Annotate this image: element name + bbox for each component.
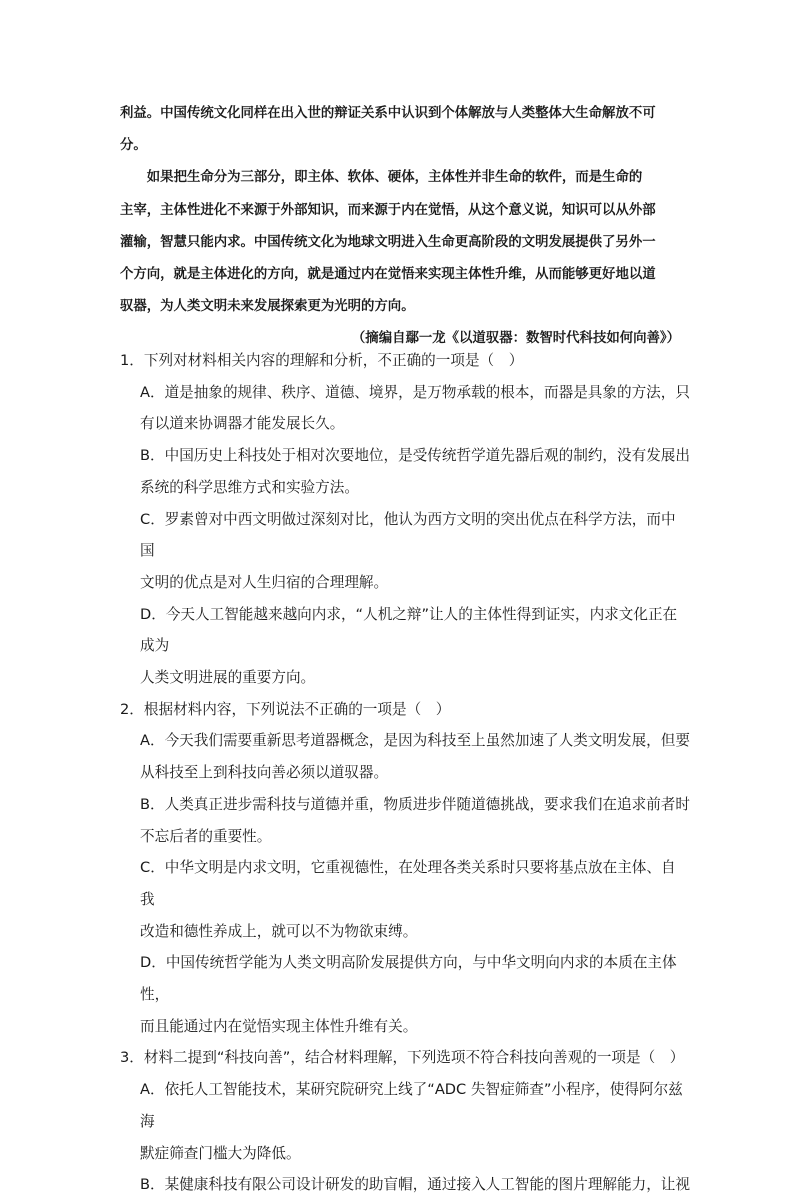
option-line: B．某健康科技有限公司设计研发的助盲帽，通过接入人工智能的图片理解能力，让视: [140, 1176, 690, 1194]
question-stem: 2．根据材料内容，下列说法不正确的一项是（ ）: [120, 700, 451, 718]
option-c[interactable]: [120, 504, 690, 599]
passage-line: 灌输，智慧只能内求。中国传统文化为地球文明进入生命更高阶段的文明发展提供了另外一: [120, 233, 656, 250]
option-a[interactable]: [120, 1074, 690, 1169]
passage-line: 分。: [120, 137, 147, 154]
reading-passage: [120, 97, 680, 354]
passage-paragraph-2: [120, 161, 680, 322]
question-2: [120, 694, 690, 1043]
passage-line: 主宰，主体性进化不来源于外部知识，而来源于内在觉悟，从这个意义说，知识可以从外部: [120, 201, 656, 218]
option-b[interactable]: [120, 789, 690, 852]
passage-line: 个方向，就是主体进化的方向，就是通过内在觉悟来实现主体性升维，从而能够更好地以道: [120, 266, 656, 283]
option-b[interactable]: [120, 1169, 690, 1201]
option-line: A．道是抽象的规律、秩序、道德、境界，是万物承载的根本，而器是具象的方法，只: [140, 383, 690, 401]
question-stem: 3．材料二提到“科技向善”，结合材料理解，下列选项不符合科技向善观的一项是（ ）: [120, 1049, 685, 1067]
option-c[interactable]: [120, 852, 690, 947]
option-line: B．人类真正进步需科技与道德并重，物质进步伴随道德挑战，要求我们在追求前者时: [140, 795, 690, 813]
option-line: 系统的科学思维方式和实验方法。: [140, 478, 359, 496]
option-a[interactable]: [120, 725, 690, 788]
passage-line: 驭器，为人类文明未来发展探索更为光明的方向。: [120, 298, 415, 315]
question-stem: 1．下列对材料相关内容的理解和分析，不正确的一项是（ ）: [120, 352, 524, 369]
option-b[interactable]: [120, 440, 690, 503]
question-list: [120, 345, 690, 1201]
option-d[interactable]: [120, 599, 690, 694]
option-line: A．今天我们需要重新思考道器概念，是因为科技至上虽然加速了人类文明发展，但要: [140, 732, 690, 750]
option-line: 默症筛查门槛大为降低。: [140, 1144, 301, 1162]
passage-line: 利益。中国传统文化同样在出入世的辩证关系中认识到个体解放与人类整体大生命解放不可: [120, 105, 656, 121]
option-line: 从科技至上到科技向善必须以道驭器。: [140, 764, 389, 782]
option-line: D．今天人工智能越来越向内求，“人机之辩”让人的主体性得到证实，内求文化正在成为: [140, 605, 678, 655]
option-line: 改造和德性养成上，就可以不为物欲束缚。: [140, 922, 418, 940]
option-d[interactable]: [120, 947, 690, 1042]
option-line: D．中国传统哲学能为人类文明高阶发展提供方向，与中华文明向内求的本质在主体性，: [140, 954, 677, 1004]
option-line: 有以道来协调器才能发展长久。: [140, 415, 345, 433]
question-1: [120, 345, 690, 694]
option-a[interactable]: [120, 377, 690, 440]
source-citation: （摘编自鄢一龙《以道驭器：数智时代科技如何向善》）: [351, 330, 680, 347]
passage-paragraph-1: [120, 97, 680, 161]
option-line: B．中国历史上科技处于相对次要地位，是受传统哲学道先器后观的制约，没有发展出: [140, 447, 690, 465]
option-line: 人类文明进展的重要方向。: [140, 669, 316, 687]
option-line: C．中华文明是内求文明，它重视德性，在处理各类关系时只要将基点放在主体、自我: [140, 859, 676, 908]
option-line: C．罗素曾对中西文明做过深刻对比，他认为西方文明的突出优点在科学方法，而中国: [140, 510, 676, 560]
passage-line: 如果把生命分为三部分，即主体、软体、硬体，主体性并非生命的软件，而是生命的: [146, 169, 643, 186]
option-line: 而且能通过内在觉悟实现主体性升维有关。: [140, 1017, 418, 1035]
option-line: 文明的优点是对人生归宿的合理理解。: [140, 573, 389, 591]
question-3: [120, 1042, 690, 1201]
option-line: 不忘后者的重要性。: [140, 827, 272, 845]
option-line: A．依托人工智能技术，某研究院研究上线了“ADC 失智症筛查”小程序，使得阿尔兹海: [140, 1081, 683, 1130]
